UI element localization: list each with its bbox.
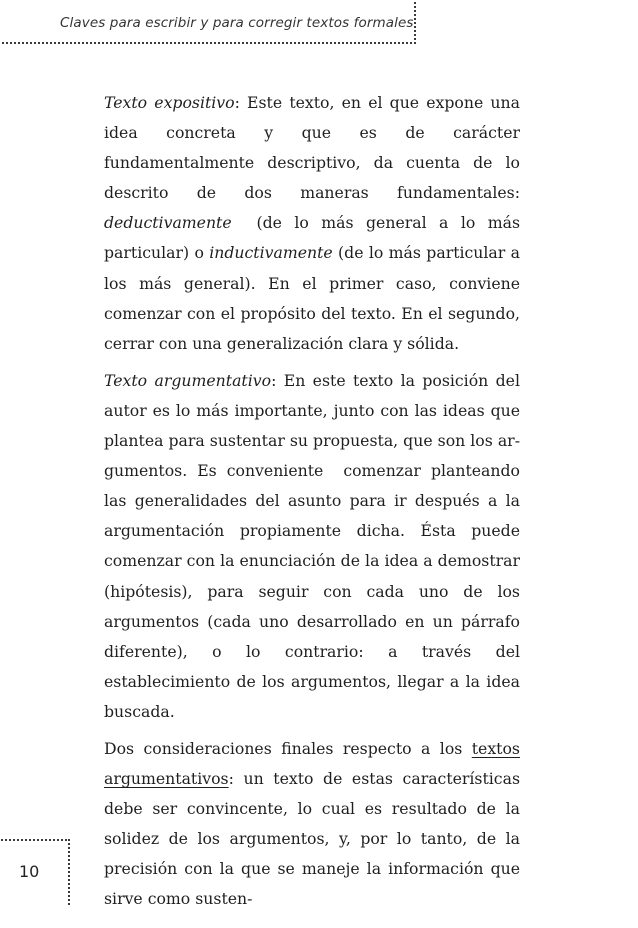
term-texto-expositivo: Texto expositivo [104, 93, 235, 112]
paragraph-text: : un texto de estas características debe ser convincente, lo cual es resultado de la solidez de los argumentos, y, por lo tanto, de la precisión con la que se maneje la información que sirve como susten- [104, 769, 520, 909]
paragraph-text: Dos consideraciones finales respecto a los [104, 738, 472, 758]
term-inductivamente: inductivamente [209, 243, 333, 263]
paragraph-text: : En este texto la posición del autor es lo más importante, junto con las ideas que plantea para sustentar su propuesta, que son los argumentos. Es conveniente comenzar planteando las generalidades del asunto para ir después a la argumentación propiamente dicha. Ésta puede comenzar con la enunciación de la idea a demostrar (hipótesis), para seguir con cada uno de los argumentos (cada uno desarrollado en un párrafo diferente), o lo contrario: a través del establecimiento de los argumentos, llegar a la idea buscada. [104, 370, 520, 721]
body-text [104, 88, 520, 922]
paragraph-text: : Este texto, en el que expone una idea concreta y que es de carácter fundamentalmente descriptivo, da cuenta de lo descrito de dos maneras fundamentales: [104, 93, 520, 203]
paragraph-texto-expositivo [104, 88, 520, 359]
page-number: 10 [19, 862, 40, 881]
term-texto-argumentativo: Texto argumentativo [104, 370, 272, 390]
term-deductivamente: deductivamente [104, 213, 232, 233]
paragraph-consideraciones-finales [104, 734, 520, 915]
paragraph-texto-argumentativo [104, 366, 520, 727]
paragraph-text: (de lo más particular a los más general). En el primer caso, conviene comenzar con el propósito del texto. En el segundo, cerrar con una generalización clara y sólida. [104, 243, 520, 353]
paragraph-text: (de lo más general a lo más particular) o [104, 213, 520, 263]
running-header-title: Claves para escribir y para corregir textos formales [60, 15, 414, 31]
term-textos-argumentativos: textos argumentativos [104, 738, 520, 789]
